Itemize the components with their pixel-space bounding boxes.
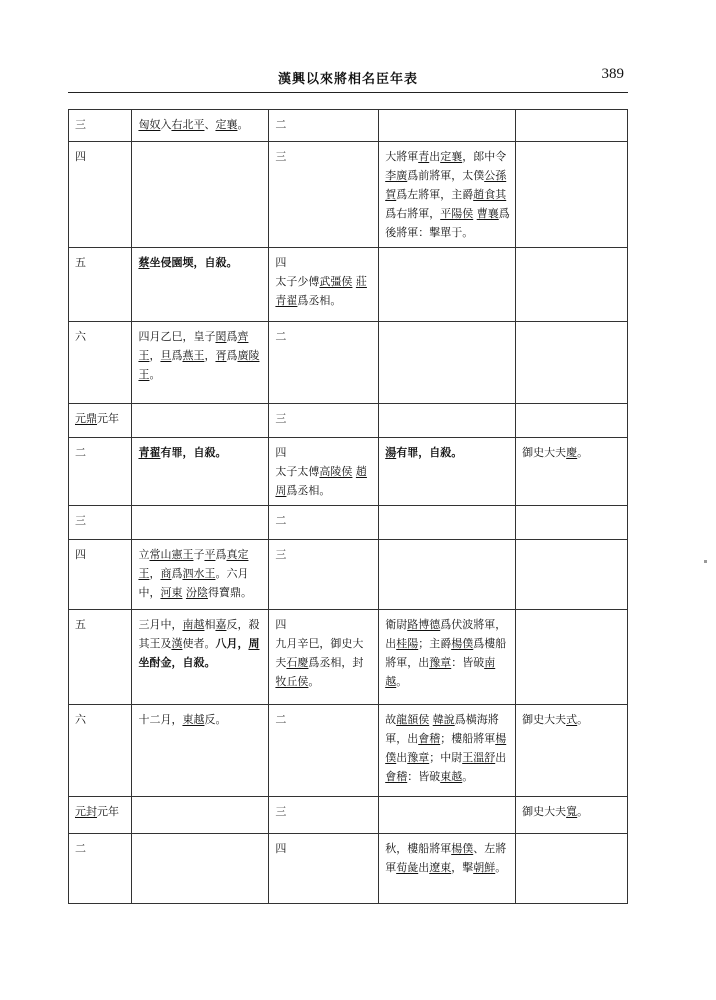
censor-cell [516,506,628,540]
text-fragment: 反，殺其王及 [138,618,260,650]
text-fragment: 、 [204,118,216,131]
text-fragment: 。 [149,368,161,381]
generals-cell [379,506,516,540]
year-cell [69,110,132,142]
underlined-name: 桂陽 [396,637,419,650]
underlined-name: 牧丘侯 [275,675,309,688]
text-fragment: 得寶鼎。 [207,586,252,599]
table-row [69,322,628,404]
text-fragment: 二 [275,514,287,527]
underlined-name: 定襄 [215,118,238,131]
text-fragment: 。 [308,675,320,688]
chancellor-cell [269,797,379,834]
underlined-name: 寬 [566,805,578,818]
text-fragment: 四 [75,150,86,163]
table-row [69,540,628,610]
censor-cell [516,540,628,610]
text-fragment: 六 [75,713,86,726]
text-fragment: 十二月， [138,713,183,726]
events-cell [132,110,269,142]
text-fragment: 有罪，自殺。 [396,446,463,459]
underlined-name: 龍頟侯 [396,713,430,726]
text-fragment: 爲丞相。 [297,294,342,307]
text-fragment: ：皆破 [451,656,485,669]
text-fragment: 爲 [226,349,238,362]
censor-cell [516,110,628,142]
events-cell [132,610,269,705]
events-cell [132,834,269,904]
text-fragment: ：皆破 [407,770,441,783]
underlined-name: 閎 [215,330,227,343]
events-cell [132,438,269,506]
text-fragment: 爲樓船將軍，出 [385,637,507,669]
underlined-name: 高陵侯 [319,465,353,478]
chancellor-cell [269,438,379,506]
text-fragment: ；主爵 [418,637,452,650]
chancellor-cell [269,506,379,540]
text-fragment: 。六月中， [138,567,249,599]
generals-cell [379,540,516,610]
underlined-name: 平陽侯 [440,207,474,220]
text-fragment: 爲右將軍， [385,207,441,220]
censor-cell [516,797,628,834]
text-fragment: 三 [275,412,287,425]
text-fragment: 坐侵園堧，自殺。 [149,256,238,269]
text-fragment: 入 [160,118,172,131]
underlined-name: 韓說 [432,713,455,726]
censor-cell [516,322,628,404]
underlined-name: 右北平 [171,118,205,131]
text-fragment: ， [149,567,161,580]
underlined-name: 旦 [160,349,172,362]
generals-cell [379,438,516,506]
text-fragment: 出 [396,751,408,764]
text-fragment: 出 [495,751,507,764]
chancellor-cell [269,540,379,610]
text-fragment: 出 [429,150,441,163]
chancellor-cell [269,404,379,438]
chancellor-cell [269,322,379,404]
year-cell [69,834,132,904]
text-fragment: ；中尉 [429,751,463,764]
text-fragment: 二 [275,118,287,131]
year-cell [69,404,132,438]
text-fragment: 二 [75,446,86,459]
underlined-name: 湯 [385,446,397,459]
chancellor-cell [269,142,379,248]
table-row [69,438,628,506]
text-fragment: 爲後將軍：擊單于。 [385,207,510,239]
table-row [69,610,628,705]
underlined-name: 豫章 [429,656,452,669]
text-fragment: 。 [237,118,249,131]
underlined-name: 李廣 [385,169,408,182]
underlined-name: 會稽 [385,770,408,783]
text-fragment: 爲前將軍，太僕 [407,169,485,182]
chancellor-cell [269,110,379,142]
text-fragment: 元年 [97,412,119,425]
text-fragment: 爲 [171,567,183,580]
generals-cell [379,610,516,705]
underlined-name: 荀彘 [396,861,419,874]
underlined-name: 齊王 [138,330,249,362]
text-fragment: 子 [193,548,205,561]
table-row [69,110,628,142]
text-fragment: 爲伏波將軍，出 [385,618,507,650]
underlined-name: 式 [566,713,578,726]
text-fragment: 三月中， [138,618,183,631]
events-cell [132,705,269,797]
underlined-name: 東越 [440,770,463,783]
underlined-name: 趙食其 [473,188,507,201]
chancellor-cell [269,610,379,705]
text-fragment: 二 [75,842,86,855]
events-cell [132,142,269,248]
table-row [69,404,628,438]
underlined-name: 燕王 [182,349,205,362]
text-fragment: 四 [275,842,287,855]
events-cell [132,404,269,438]
generals-cell [379,834,516,904]
underlined-name: 莊青翟 [275,275,367,307]
text-fragment: 四 [275,446,287,459]
underlined-name: 河東 [160,586,183,599]
text-fragment: 相 [204,618,216,631]
underlined-name: 南越 [182,618,205,631]
underlined-name: 商 [160,567,172,580]
year-cell [69,248,132,322]
text-fragment: 爲 [226,330,238,343]
table-row [69,797,628,834]
text-fragment: 三 [75,514,86,527]
text-fragment: ， [204,349,216,362]
text-fragment: 。 [577,805,589,818]
underlined-name: 東越 [182,713,205,726]
text-fragment: 出 [418,861,430,874]
year-cell [69,797,132,834]
events-cell [132,322,269,404]
events-cell [132,248,269,322]
text-fragment: 元年 [97,805,119,818]
generals-cell [379,404,516,438]
table-row [69,834,628,904]
underlined-name: 豫章 [407,751,430,764]
table-row [69,506,628,540]
underlined-name: 嘉 [215,618,227,631]
header-rule [68,92,628,93]
text-fragment: 三 [275,548,287,561]
underlined-name: 廣陵王 [138,349,260,381]
text-fragment: 反。 [204,713,227,726]
chancellor-cell [269,834,379,904]
year-cell [69,438,132,506]
underlined-name: 慶 [566,446,578,459]
censor-cell [516,438,628,506]
table-row [69,705,628,797]
underlined-name: 平 [204,548,216,561]
year-cell [69,705,132,797]
underlined-name: 武彊侯 [319,275,353,288]
underlined-name: 楊僕 [451,637,474,650]
text-fragment: 衛尉 [385,618,408,631]
text-fragment: 爲丞相，封 [308,656,364,669]
text-fragment: 爲丞相。 [286,484,331,497]
censor-cell [516,610,628,705]
text-fragment: ， [149,349,161,362]
text-fragment: 。 [577,713,589,726]
year-cell [69,540,132,610]
censor-cell [516,834,628,904]
text-fragment: 太子少傅 [275,275,320,288]
events-cell [132,540,269,610]
text-fragment: 六 [75,330,86,343]
text-fragment: 四 [275,618,287,631]
text-fragment: 三 [275,805,287,818]
text-fragment: 爲 [215,548,227,561]
underlined-name: 青翟 [138,446,161,459]
text-fragment: 爲左將軍，主爵 [396,188,474,201]
text-fragment: 爲 [171,349,183,362]
underlined-name: 朝鮮 [473,861,496,874]
text-fragment: 三 [275,150,287,163]
year-cell [69,142,132,248]
chancellor-cell [269,248,379,322]
text-fragment: 故 [385,713,397,726]
running-header [68,68,628,90]
underlined-name: 王溫舒 [462,751,496,764]
text-fragment: 二 [275,713,287,726]
underlined-name: 蔡 [138,256,150,269]
generals-cell [379,797,516,834]
text-fragment: 三 [75,118,86,131]
generals-cell [379,142,516,248]
table-row [69,142,628,248]
text-fragment: 使者。 [182,637,216,650]
underlined-name: 曹襄 [476,207,499,220]
text-fragment: 二 [275,330,287,343]
underlined-name: 周 [248,637,260,650]
text-fragment: 御史大夫 [522,446,567,459]
generals-cell [379,322,516,404]
underlined-name: 匈奴 [138,118,161,131]
page-title: 漢興以來將相名臣年表 [277,72,418,87]
text-fragment: 御史大夫 [522,805,567,818]
underlined-name: 南越 [385,656,496,688]
text-fragment: 。 [462,770,474,783]
chronological-table [68,109,628,904]
underlined-name: 真定王 [138,548,249,580]
censor-cell [516,142,628,248]
text-fragment: 四月乙巳，皇子 [138,330,216,343]
underlined-name: 會稽 [418,732,441,745]
events-cell [132,506,269,540]
year-cell [69,322,132,404]
table-row [69,248,628,322]
text-fragment: 九月辛巳，御史大夫 [275,637,364,669]
text-fragment: 八月， [215,637,249,650]
underlined-name: 元封 [75,805,97,818]
censor-cell [516,705,628,797]
text-fragment: ，擊 [451,861,474,874]
generals-cell [379,705,516,797]
text-fragment: 。 [495,861,507,874]
underlined-name: 常山憲王 [149,548,194,561]
text-fragment: 四 [275,256,287,269]
text-fragment: 太子太傅 [275,465,320,478]
underlined-name: 定襄 [440,150,463,163]
underlined-name: 楊僕 [451,842,474,855]
underlined-name: 泗水王 [182,567,216,580]
page-number: 389 [601,66,624,82]
text-fragment: 有罪，自殺。 [160,446,227,459]
underlined-name: 汾陰 [185,586,208,599]
underlined-name: 楊僕 [385,732,507,764]
text-fragment: 。 [396,675,408,688]
text-fragment: 五 [75,256,86,269]
text-fragment: 秋，樓船將軍 [385,842,452,855]
text-fragment: 五 [75,618,86,631]
text-fragment: 立 [138,548,150,561]
text-fragment: 、左將軍 [385,842,507,874]
underlined-name: 遼東 [429,861,452,874]
year-cell [69,506,132,540]
generals-cell [379,248,516,322]
underlined-name: 漢 [171,637,183,650]
underlined-name: 青 [418,150,430,163]
year-cell [69,610,132,705]
text-fragment: ，郎中令 [462,150,507,163]
text-fragment: ；樓船將軍 [440,732,496,745]
underlined-name: 趙周 [275,465,367,497]
censor-cell [516,248,628,322]
text-fragment: 四 [75,548,86,561]
scan-speck [704,560,707,563]
underlined-name: 胥 [215,349,227,362]
text-fragment: 大將軍 [385,150,419,163]
underlined-name: 路博德 [407,618,441,631]
text-fragment: 。 [577,446,589,459]
text-fragment: 坐酎金，自殺。 [138,656,216,669]
censor-cell [516,404,628,438]
underlined-name: 石慶 [286,656,309,669]
chancellor-cell [269,705,379,797]
events-cell [132,797,269,834]
generals-cell [379,110,516,142]
text-fragment: 爲橫海將軍，出 [385,713,499,745]
underlined-name: 公孫賀 [385,169,507,201]
text-fragment: 御史大夫 [522,713,567,726]
underlined-name: 元鼎 [75,412,97,425]
